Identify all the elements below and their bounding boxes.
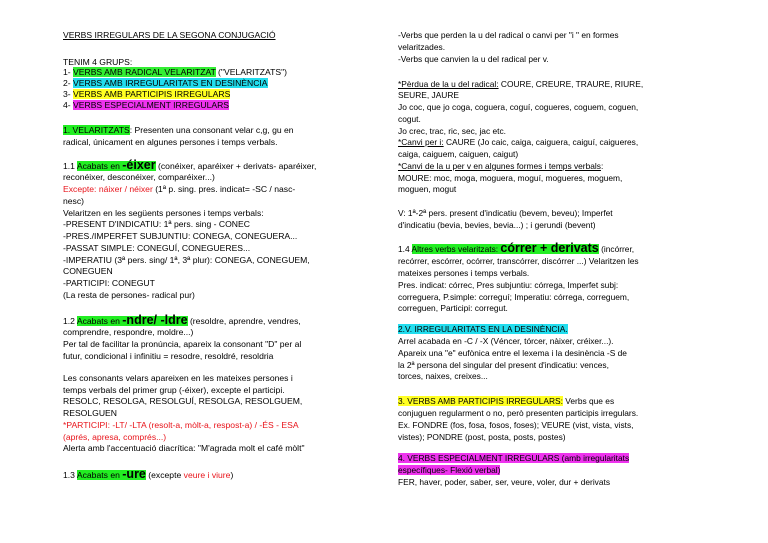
section-3-heading	[398, 396, 614, 407]
section-1-2-heading	[63, 314, 301, 325]
section-4-highlight-line-2: específiques- Flexió verbal)	[398, 465, 501, 475]
right-line-3: -Verbs que canvien la u del radical per v.	[398, 54, 549, 64]
section-1-1-exception	[63, 184, 295, 195]
document-title: VERBS IRREGULARS DE LA SEGONA CONJUGACIÓ	[63, 30, 276, 40]
section-1-3-text: (excepte	[145, 470, 184, 480]
section-1-2-highlight	[76, 313, 188, 327]
section-4-heading	[398, 453, 629, 464]
right-line-7: cogut.	[398, 114, 421, 124]
right-line-23: Arrel acabada en -C / -X (Véncer, tórcer, nàixer, créixer...).	[398, 336, 614, 346]
group-1	[63, 67, 287, 78]
section-1-4-label: Altres verbs velaritzats:	[411, 244, 501, 254]
right-line-29: Ex. FONDRE (fos, fosa, fosos, foses); VEURE (vist, vista, vists,	[398, 420, 634, 430]
section-1-2-line-4: futur, condicional i infinitiu = resodre, resoldré, resoldria	[63, 351, 274, 361]
group-4-highlight: VERBS ESPECIALMENT IRREGULARS	[73, 100, 230, 110]
right-line-26: torces, naixes, creixes...	[398, 371, 488, 381]
right-line-17: recórrer, escórrer, ocórrer, transcórrer, discórrer ...) Velaritzen les	[398, 256, 639, 266]
section-1-1-text: (conéixer, aparéixer + derivats- aparéixer,	[155, 161, 317, 171]
section-1-2-text: (resoldre, aprendre, vendres,	[187, 316, 301, 326]
section-1-3-ending: -ure	[122, 467, 146, 481]
section-1-4-number: 1.4	[398, 244, 412, 254]
right-line-19: Pres. indicat: córrec, Pres subjuntiu: córrega, Imperfet subj:	[398, 280, 619, 290]
right-line-5: SEURE, JAURE	[398, 90, 459, 100]
loss-of-u-verbs: COURE, CREURE, TRAURE, RIURE,	[498, 79, 644, 89]
group-3-highlight: VERBS AMB PARTICIPIS IRREGULARS	[73, 89, 231, 99]
group-1-number: 1-	[63, 67, 74, 77]
section-1-2-number: 1.2	[63, 316, 77, 326]
right-line-21: correguen, Participi: corregut.	[398, 303, 508, 313]
change-u-to-v-label: *Canvi de la u per v en algunes formes i temps verbals	[398, 161, 601, 171]
group-4	[63, 100, 229, 111]
loss-of-u-heading	[398, 79, 643, 90]
section-1-3-close: )	[230, 470, 234, 480]
section-1-heading	[63, 125, 294, 136]
right-line-25: la 2ª persona del singular del present d'indicatiu: vences,	[398, 360, 609, 370]
section-1-2-line-3: Per tal de facilitar la pronúncia, apareix la consonant "D" per al	[63, 339, 302, 349]
exception-text: (1ª p. sing. pres. indicat= -SC / nasc-	[152, 184, 296, 194]
section-1-1-line-7: -PRES./IMPERFET SUBJUNTIU: CONEGA, CONEGUERA...	[63, 231, 298, 241]
right-line-33: FER, haver, poder, saber, ser, veure, voler, dur + derivats	[398, 477, 611, 487]
group-3	[63, 89, 230, 100]
right-line-2: velaritzades.	[398, 42, 446, 52]
right-line-1: -Verbs que perden la u del radical o canvi per "i " en formes	[398, 30, 619, 40]
right-line-18: mateixes persones i temps verbals.	[398, 268, 530, 278]
right-line-8: Jo crec, trac, ric, sec, jac etc.	[398, 126, 506, 136]
section-1-2-line-5: Les consonants velars apareixen en les mateixes persones i	[63, 373, 293, 383]
change-to-i-label: *Canvi per i:	[398, 137, 444, 147]
change-u-to-v-heading	[398, 161, 603, 172]
section-1-4-verb: córrer + derivats	[500, 241, 599, 255]
right-line-13: moguen, mogut	[398, 184, 457, 194]
section-1-3-highlight	[76, 467, 146, 481]
section-1-1-line-9: -IMPERATIU (3ª pers. sing/ 1ª, 3ª plur): CONEGA, CONEGUEM,	[63, 255, 310, 265]
section-1-1-line-6: -PRESENT D'INDICATIU: 1ª pers. sing - CONEC	[63, 219, 250, 229]
group-1-suffix: ("VELARITZATS")	[215, 67, 288, 77]
section-1-1-label: Acabats en	[76, 161, 123, 171]
section-1-3-exception: veure i viure	[183, 470, 231, 480]
group-1-highlight: VERBS AMB RADICAL VELARITZAT	[73, 67, 216, 77]
right-line-20: correguera, P.simple: correguí; Imperatiu: córrega, correguem,	[398, 292, 630, 302]
section-1-1-line-10: CONEGUEN	[63, 266, 113, 276]
right-line-6: Jo coc, que jo coga, coguera, coguí, cogueres, coguem, coguen,	[398, 102, 639, 112]
participle-note-1: *PARTICIPI: -LT/ -LTA (resolt-a, mòlt-a, respost-a) / -ÉS - ESA	[63, 420, 299, 430]
group-2-number: 2-	[63, 78, 74, 88]
section-2-heading	[398, 324, 568, 335]
section-1-3-number: 1.3	[63, 470, 77, 480]
section-2-highlight: 2.V. IRREGULARITATS EN LA DESINÈNCIA.	[398, 324, 568, 334]
section-3-text: Verbs que es	[562, 396, 615, 406]
participle-note-2: (aprés, apresa, comprés...)	[63, 432, 167, 442]
diacritic-note: Alerta amb l'accentuació diacrítica: "M'agrada molt el café mòlt"	[63, 443, 305, 453]
section-1-4-text: (incórrer,	[598, 244, 635, 254]
section-1-3-heading	[63, 468, 233, 479]
section-1-1-line-12: (La resta de persones- radical pur)	[63, 290, 195, 300]
group-2	[63, 78, 268, 89]
right-line-30: vistes); PONDRE (post, posta, posts, postes)	[398, 432, 566, 442]
right-line-28: conjuguen regularment o no, però presenten participis irregulars.	[398, 408, 639, 418]
section-1-2-label: Acabats en	[76, 316, 123, 326]
change-u-to-v-colon: :	[600, 161, 604, 171]
group-3-number: 3-	[63, 89, 74, 99]
section-1-1-highlight	[76, 158, 156, 172]
section-1-4-highlight	[411, 241, 599, 255]
group-4-number: 4-	[63, 100, 74, 110]
section-1-2-line-2: comprendre, respondre, moldre...)	[63, 327, 194, 337]
section-1-2-line-6: temps verbals del primer grup (-éixer), excepte el participi.	[63, 385, 285, 395]
section-1-4-heading	[398, 242, 634, 253]
section-1-1-line-2: reconéixer, desconéixer, comparéixer...)	[63, 172, 215, 182]
section-4-highlight-line-1: 4. VERBS ESPECIALMENT IRREGULARS (amb irregularitats	[398, 453, 630, 463]
section-1-1-line-11: -PARTICIPI: CONEGUT	[63, 278, 155, 288]
section-1-1-number: 1.1	[63, 161, 77, 171]
change-to-i-text: CAURE (Jo caic, caiga, caiguera, caiguí, caigueres,	[443, 137, 639, 147]
change-to-i-heading	[398, 137, 638, 148]
right-line-12: MOURE: moc, moga, moguera, moguí, mogueres, moguem,	[398, 173, 623, 183]
loss-of-u-label: *Pèrdua de la u del radical:	[398, 79, 499, 89]
right-line-15: d'indicatiu (bevia, bevies, bevia...) ; i gerundi (bevent)	[398, 220, 596, 230]
section-1-highlight: 1. VELARITZATS	[63, 125, 130, 135]
groups-intro: TENIM 4 GRUPS:	[63, 57, 133, 67]
section-1-text: : Presenten una consonant velar c,g, gu en	[129, 125, 294, 135]
section-4-heading-line-2	[398, 465, 500, 476]
section-1-3-label: Acabats en	[76, 470, 123, 480]
section-1-2-line-8: RESOLGUEN	[63, 408, 117, 418]
section-1-2-ending: -ndre/ -ldre	[122, 313, 188, 327]
exception-label: Excepte: náixer / néixer	[63, 184, 153, 194]
right-line-24: Apareix una "e" eufònica entre el lexema i la desinència -S de	[398, 348, 627, 358]
section-1-1-ending: -éixer	[122, 158, 156, 172]
section-1-2-line-7: RESOLC, RESOLGA, RESOLGUÍ, RESOLGA, RESOLGUEM,	[63, 396, 303, 406]
section-1-1-heading	[63, 159, 316, 170]
right-line-14: V: 1ª-2ª pers. present d'indicatiu (bevem, beveu); Imperfet	[398, 208, 613, 218]
right-line-10: caiga, caiguem, caiguen, caigut)	[398, 149, 519, 159]
section-1-1-line-4: nesc)	[63, 196, 85, 206]
section-3-highlight: 3. VERBS AMB PARTICIPIS IRREGULARS:	[398, 396, 563, 406]
section-1-1-line-8: -PASSAT SIMPLE: CONEGUÍ, CONEGUERES...	[63, 243, 251, 253]
section-1-line-2: radical, únicament en algunes persones i temps verbals.	[63, 137, 278, 147]
group-2-highlight: VERBS AMB IRREGULARITATS EN DESINÈNCIA	[73, 78, 268, 88]
section-1-1-line-5: Velaritzen en les següents persones i temps verbals:	[63, 208, 264, 218]
